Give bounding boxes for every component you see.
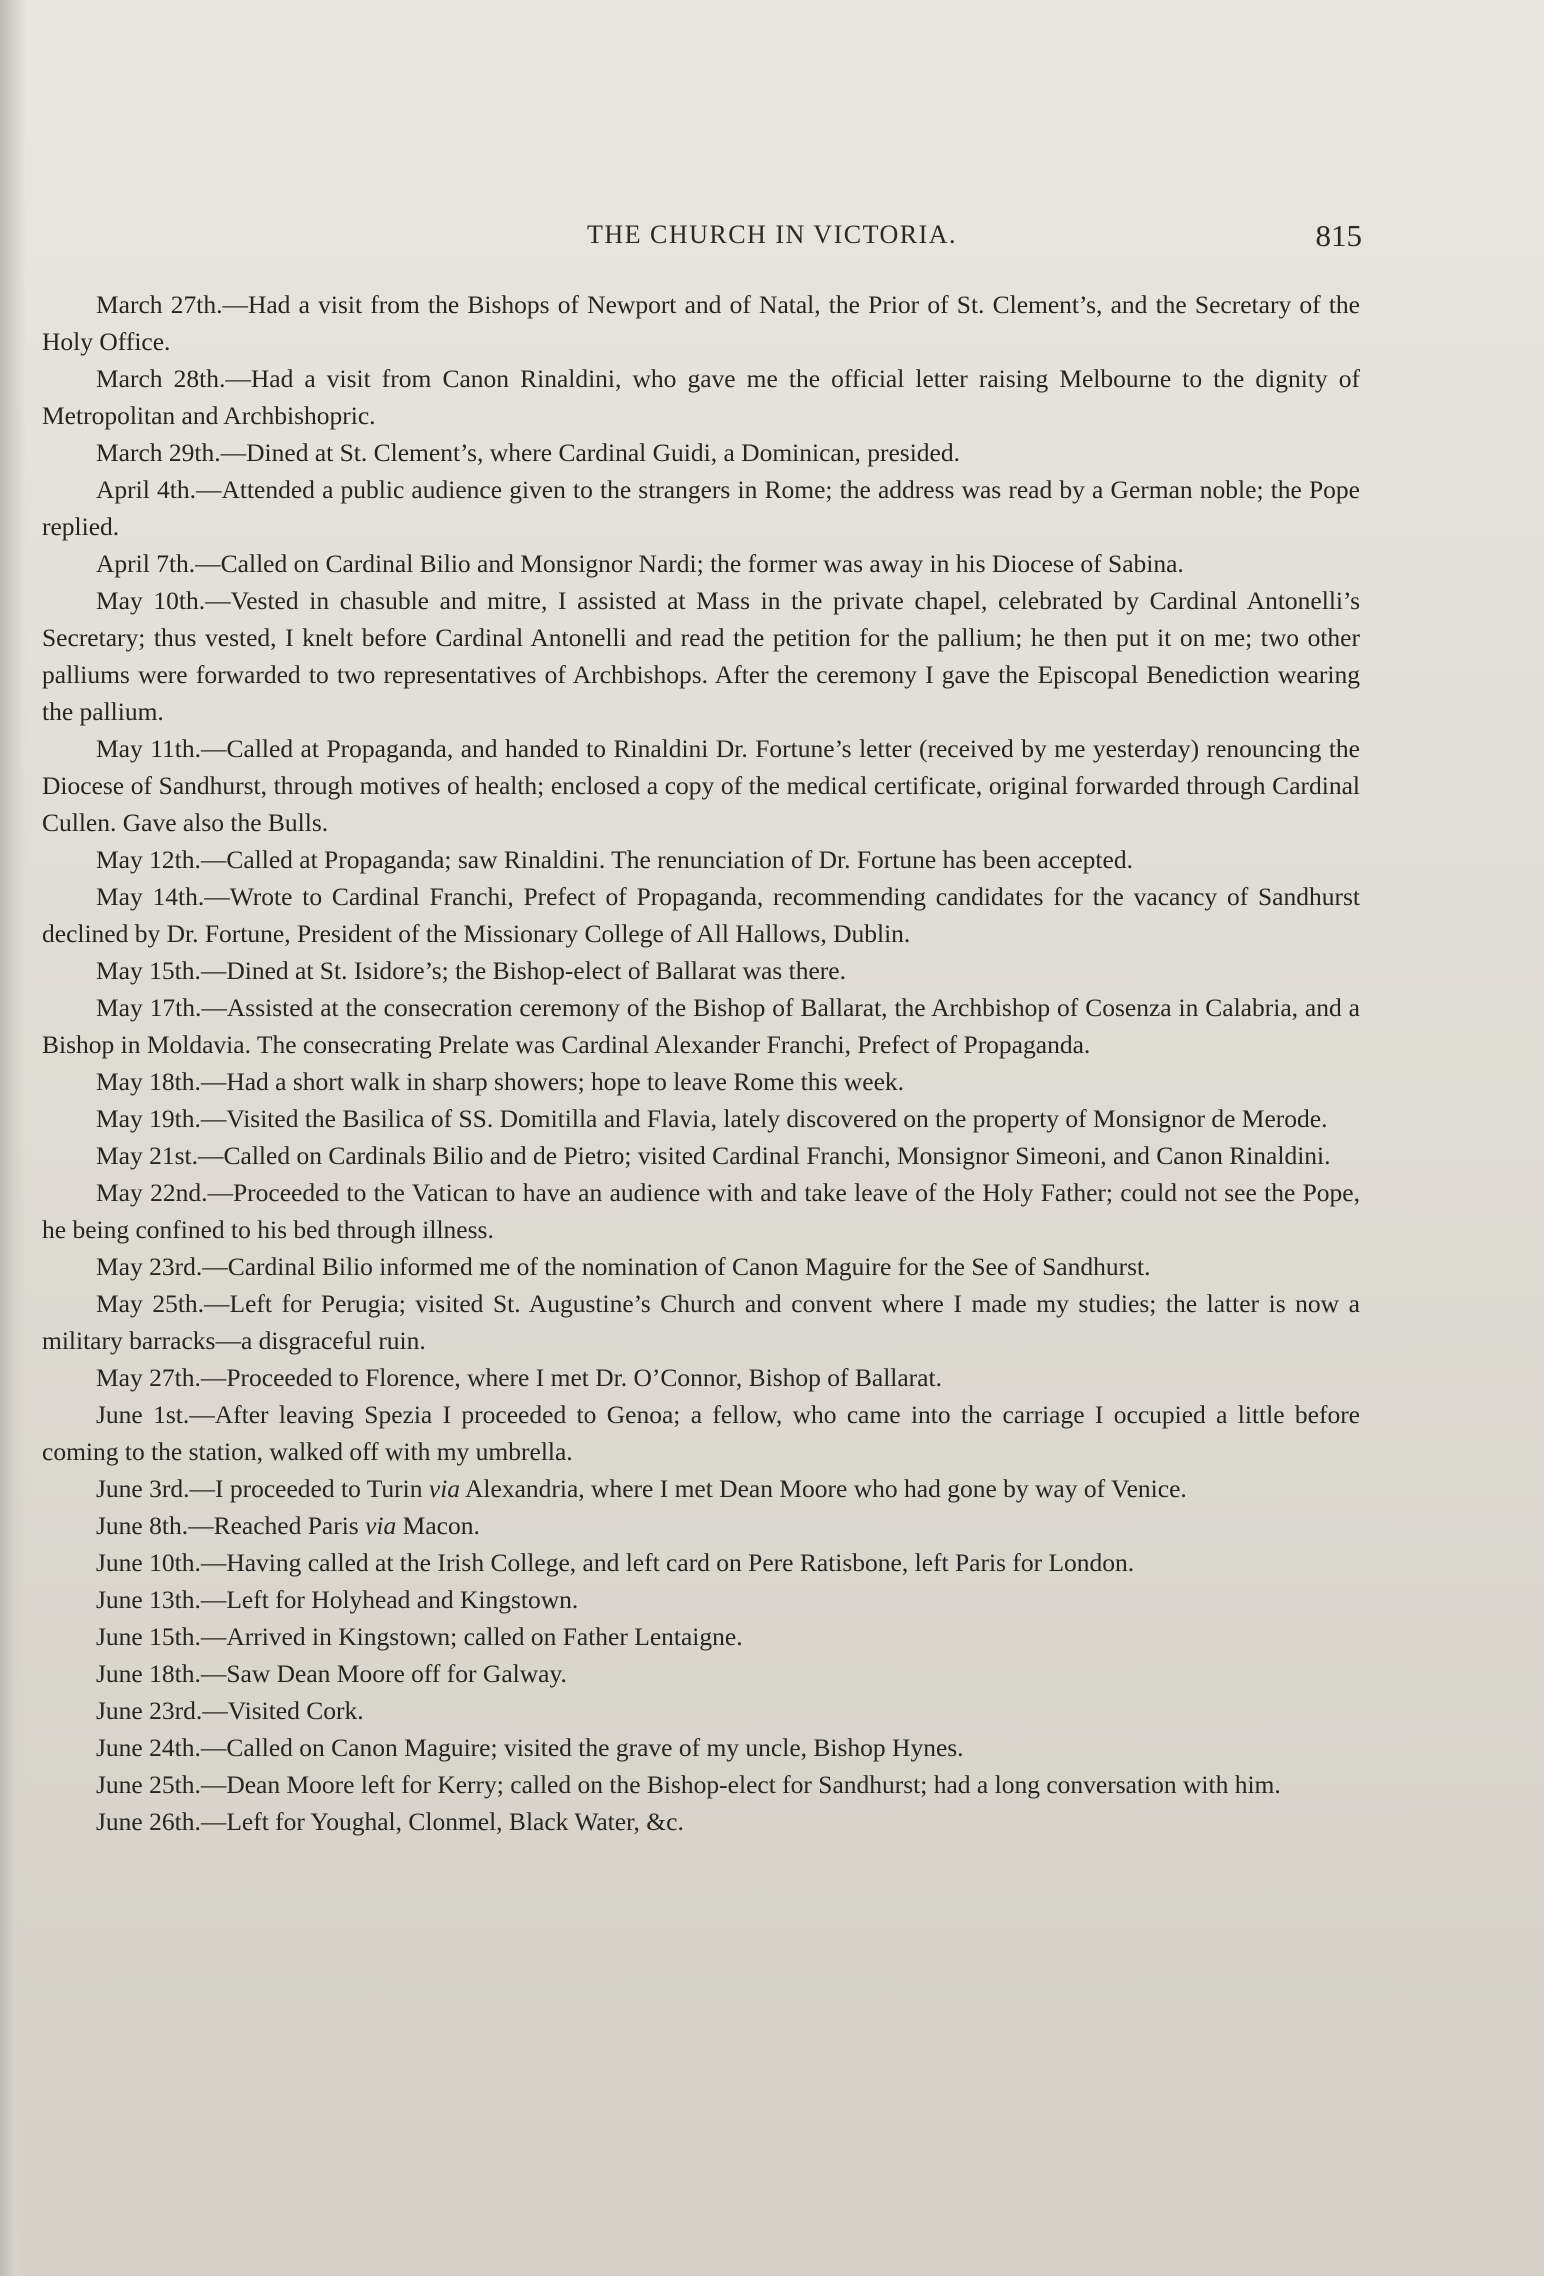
entry-text: —Having called at the Irish College, and left card on Pere Ratisbone, left Paris for London. bbox=[200, 1548, 1135, 1577]
entry-text: —Proceeded to the Vatican to have an audience with and take leave of the Holy Father; could not see the Pope, he being confined to his bed through illness. bbox=[42, 1178, 1360, 1244]
entry-date: May 17th. bbox=[96, 993, 202, 1022]
entry-date: March 29th. bbox=[96, 438, 221, 467]
entry-date: June 13th. bbox=[96, 1585, 201, 1614]
diary-entry bbox=[42, 1766, 1360, 1803]
diary-entry bbox=[42, 1544, 1360, 1581]
diary-entry bbox=[42, 878, 1360, 952]
entry-text: —Dined at St. Clement’s, where Cardinal Guidi, a Dominican, presided. bbox=[220, 438, 960, 467]
entry-text: —Called on Cardinal Bilio and Monsignor Nardi; the former was away in his Diocese of Sabina. bbox=[195, 549, 1184, 578]
entry-date: June 10th. bbox=[96, 1548, 201, 1577]
diary-entry bbox=[42, 286, 1360, 360]
entry-text-continued: Alexandria, where I met Dean Moore who had gone by way of Venice. bbox=[460, 1474, 1187, 1503]
diary-entry bbox=[42, 1692, 1360, 1729]
entry-text: —Called on Canon Maguire; visited the grave of my uncle, Bishop Hynes. bbox=[200, 1733, 964, 1762]
diary-entry bbox=[42, 1655, 1360, 1692]
entry-date: May 11th. bbox=[96, 734, 201, 763]
entry-text: —Called at Propaganda, and handed to Rinaldini Dr. Fortune’s letter (received by me yesterday) renouncing the Diocese of Sandhurst, through motives of health; enclosed a copy of the medical certificate, original forwarded through Cardinal Cullen. Gave also the Bulls. bbox=[42, 734, 1360, 837]
diary-entry bbox=[42, 1507, 1360, 1544]
entry-date: May 15th. bbox=[96, 956, 201, 985]
entry-text: —Called on Cardinals Bilio and de Pietro; visited Cardinal Franchi, Monsignor Simeoni, and Canon Rinaldini. bbox=[198, 1141, 1331, 1170]
entry-date: April 4th. bbox=[96, 475, 196, 504]
entry-date: May 22nd. bbox=[96, 1178, 208, 1207]
entry-text: —Arrived in Kingstown; called on Father Lentaigne. bbox=[200, 1622, 743, 1651]
diary-entry bbox=[42, 1100, 1360, 1137]
diary-entry bbox=[42, 1063, 1360, 1100]
entry-date: June 25th. bbox=[96, 1770, 201, 1799]
diary-entry bbox=[42, 730, 1360, 841]
entry-text-continued: Macon. bbox=[396, 1511, 480, 1540]
running-title: THE CHURCH IN VICTORIA. bbox=[586, 220, 958, 249]
entry-date: June 15th. bbox=[96, 1622, 201, 1651]
diary-entry bbox=[42, 360, 1360, 434]
entry-text: —After leaving Spezia I proceeded to Genoa; a fellow, who came into the carriage I occupied a little before coming to the station, walked off with my umbrella. bbox=[42, 1400, 1361, 1466]
entry-text: —Visited Cork. bbox=[202, 1696, 364, 1725]
entry-date: May 19th. bbox=[96, 1104, 201, 1133]
entry-text: —Attended a public audience given to the strangers in Rome; the address was read by a German noble; the Pope replied. bbox=[42, 475, 1361, 541]
diary-entry bbox=[42, 1359, 1360, 1396]
diary-entry bbox=[42, 1470, 1360, 1507]
diary-entry bbox=[42, 434, 1360, 471]
entry-date: June 3rd. bbox=[96, 1474, 190, 1503]
entry-text: —Proceeded to Florence, where I met Dr. O’Connor, Bishop of Ballarat. bbox=[200, 1363, 942, 1392]
diary-entry bbox=[42, 952, 1360, 989]
entry-text: —Cardinal Bilio informed me of the nomination of Canon Maguire for the See of Sandhurst. bbox=[202, 1252, 1151, 1281]
diary-entry bbox=[42, 1396, 1360, 1470]
diary-entry bbox=[42, 1248, 1360, 1285]
entry-date: March 28th. bbox=[96, 364, 226, 393]
entry-text: —Left for Youghal, Clonmel, Black Water, &c. bbox=[200, 1807, 684, 1836]
entry-text: —Wrote to Cardinal Franchi, Prefect of Propaganda, recommending candidates for the vacancy of Sandhurst declined by Dr. Fortune, President of the Missionary College of All Hallows, Dublin. bbox=[42, 882, 1360, 948]
entry-date: March 27th. bbox=[96, 290, 223, 319]
diary-entry bbox=[42, 1137, 1360, 1174]
diary-entry bbox=[42, 1285, 1360, 1359]
page-edge-shadow bbox=[0, 0, 26, 2276]
diary-entries bbox=[42, 286, 1360, 1840]
diary-entry bbox=[42, 841, 1360, 878]
diary-entry bbox=[42, 989, 1360, 1063]
diary-entry bbox=[42, 1618, 1360, 1655]
entry-date: May 23rd. bbox=[96, 1252, 203, 1281]
entry-date: May 27th. bbox=[96, 1363, 201, 1392]
entry-text: —I proceeded to Turin bbox=[189, 1474, 429, 1503]
entry-date: May 21st. bbox=[96, 1141, 198, 1170]
entry-text: —Visited the Basilica of SS. Domitilla and Flavia, lately discovered on the property of Monsignor de Merode. bbox=[200, 1104, 1328, 1133]
entry-date: June 24th. bbox=[96, 1733, 201, 1762]
entry-date: May 14th. bbox=[96, 882, 205, 911]
entry-text: —Had a visit from Canon Rinaldini, who gave me the official letter raising Melbourne to the dignity of Metropolitan and Archbishopric. bbox=[42, 364, 1360, 430]
page-header bbox=[0, 218, 1544, 258]
entry-text: —Left for Holyhead and Kingstown. bbox=[200, 1585, 579, 1614]
page-number: 815 bbox=[1315, 218, 1362, 253]
entry-date: May 25th. bbox=[96, 1289, 205, 1318]
entry-text: —Left for Perugia; visited St. Augustine’s Church and convent where I made my studies; the latter is now a military barracks—a disgraceful ruin. bbox=[42, 1289, 1360, 1355]
diary-entry bbox=[42, 1581, 1360, 1618]
entry-text: —Vested in chasuble and mitre, I assisted at Mass in the private chapel, celebrated by Cardinal Antonelli’s Secretary; thus vested, I knelt before Cardinal Antonelli and read the petition for the pallium; he then put it on me; two other palliums were forwarded to two representatives of Archbishops. After the ceremony I gave the Episcopal Benediction wearing the pallium. bbox=[42, 586, 1361, 726]
entry-text: —Saw Dean Moore off for Galway. bbox=[200, 1659, 567, 1688]
entry-date: June 1st. bbox=[96, 1400, 190, 1429]
diary-entry bbox=[42, 471, 1360, 545]
entry-text: —Called at Propaganda; saw Rinaldini. The renunciation of Dr. Fortune has been accepted. bbox=[200, 845, 1133, 874]
diary-entry bbox=[42, 545, 1360, 582]
diary-entry bbox=[42, 1174, 1360, 1248]
diary-entry bbox=[42, 582, 1360, 730]
entry-date: May 10th. bbox=[96, 586, 206, 615]
entry-date: June 26th. bbox=[96, 1807, 201, 1836]
entry-text: —Had a short walk in sharp showers; hope to leave Rome this week. bbox=[200, 1067, 905, 1096]
entry-text: —Dean Moore left for Kerry; called on the Bishop-elect for Sandhurst; had a long conversation with him. bbox=[200, 1770, 1281, 1799]
entry-date: June 8th. bbox=[96, 1511, 189, 1540]
entry-italic-word: via bbox=[365, 1511, 397, 1540]
entry-date: May 12th. bbox=[96, 845, 201, 874]
entry-text: —Assisted at the consecration ceremony of the Bishop of Ballarat, the Archbishop of Cosenza in Calabria, and a Bishop in Moldavia. The consecrating Prelate was Cardinal Alexander Franchi, Prefect of Propaganda. bbox=[42, 993, 1360, 1059]
entry-text: —Dined at St. Isidore’s; the Bishop-elect of Ballarat was there. bbox=[200, 956, 846, 985]
entry-date: April 7th. bbox=[96, 549, 196, 578]
entry-date: June 18th. bbox=[96, 1659, 201, 1688]
entry-text: —Reached Paris bbox=[188, 1511, 366, 1540]
diary-entry bbox=[42, 1803, 1360, 1840]
diary-entry bbox=[42, 1729, 1360, 1766]
entry-date: May 18th. bbox=[96, 1067, 201, 1096]
entry-italic-word: via bbox=[428, 1474, 461, 1503]
entry-text: —Had a visit from the Bishops of Newport and of Natal, the Prior of St. Clement’s, and the Secretary of the Holy Office. bbox=[42, 290, 1360, 356]
entry-date: June 23rd. bbox=[96, 1696, 203, 1725]
